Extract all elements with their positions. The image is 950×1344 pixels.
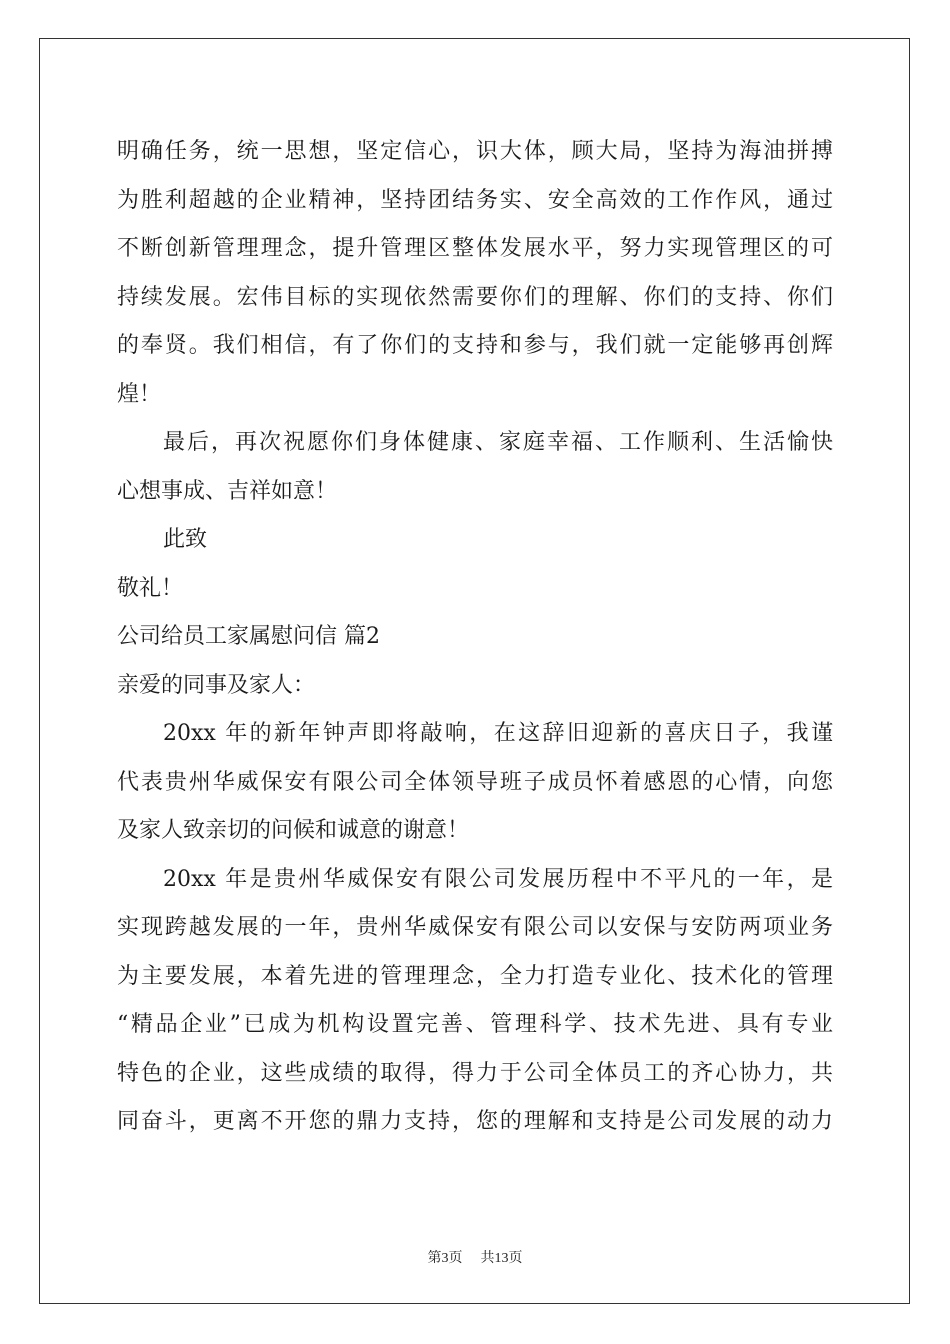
text-line: 代表贵州华威保安有限公司全体领导班子成员怀着感恩的心情，向您 bbox=[117, 769, 833, 795]
text-line: 不断创新管理理念，提升管理区整体发展水平，努力实现管理区的可 bbox=[117, 236, 833, 261]
text-line: 同奋斗，更离不开您的鼎力支持，您的理解和支持是公司发展的动力 bbox=[117, 1109, 833, 1134]
text-line: 煌！ bbox=[117, 381, 162, 407]
text-line: 心想事成、吉祥如意！ bbox=[117, 478, 338, 504]
text-line: 亲爱的同事及家人： bbox=[117, 672, 316, 698]
page-number: 第3页 bbox=[427, 1251, 463, 1266]
text-line: 的奉贤。我们相信，有了你们的支持和参与，我们就一定能够再创辉 bbox=[117, 333, 833, 358]
text-line: 实现跨越发展的一年，贵州华威保安有限公司以安保与安防两项业务 bbox=[117, 915, 833, 940]
letter-body bbox=[117, 128, 833, 1147]
text-line: 特色的企业，这些成绩的取得，得力于公司全体员工的齐心协力，共 bbox=[117, 1060, 833, 1086]
text-line: 为胜利超越的企业精神，坚持团结务实、安全高效的工作作风，通过 bbox=[117, 187, 833, 213]
text-line: 此致 bbox=[163, 527, 208, 552]
text-line: 20xx 年的新年钟声即将敲响，在这辞旧迎新的喜庆日子，我谨 bbox=[163, 721, 833, 746]
text-line: 持续发展。宏伟目标的实现依然需要你们的理解、你们的支持、你们 bbox=[117, 284, 833, 310]
page-footer bbox=[0, 1247, 950, 1267]
page-total: 共13页 bbox=[480, 1251, 523, 1266]
text-line: 明确任务，统一思想，坚定信心，识大体，顾大局，坚持为海油拼搏 bbox=[117, 139, 833, 164]
text-line: 最后，再次祝愿你们身体健康、家庭幸福、工作顺利、生活愉快 bbox=[163, 430, 833, 455]
text-line: 为主要发展，本着先进的管理理念，全力打造专业化、技术化的管理 bbox=[117, 963, 833, 989]
text-line: 敬礼！ bbox=[117, 575, 184, 601]
text-line: 公司给员工家属慰问信 篇2 bbox=[117, 624, 380, 649]
text-line: 及家人致亲切的问候和诚意的谢意！ bbox=[117, 818, 470, 843]
text-line: “精品企业”已成为机构设置完善、管理科学、技术先进、具有专业 bbox=[117, 1012, 833, 1037]
text-line: 20xx 年是贵州华威保安有限公司发展历程中不平凡的一年，是 bbox=[163, 866, 833, 892]
